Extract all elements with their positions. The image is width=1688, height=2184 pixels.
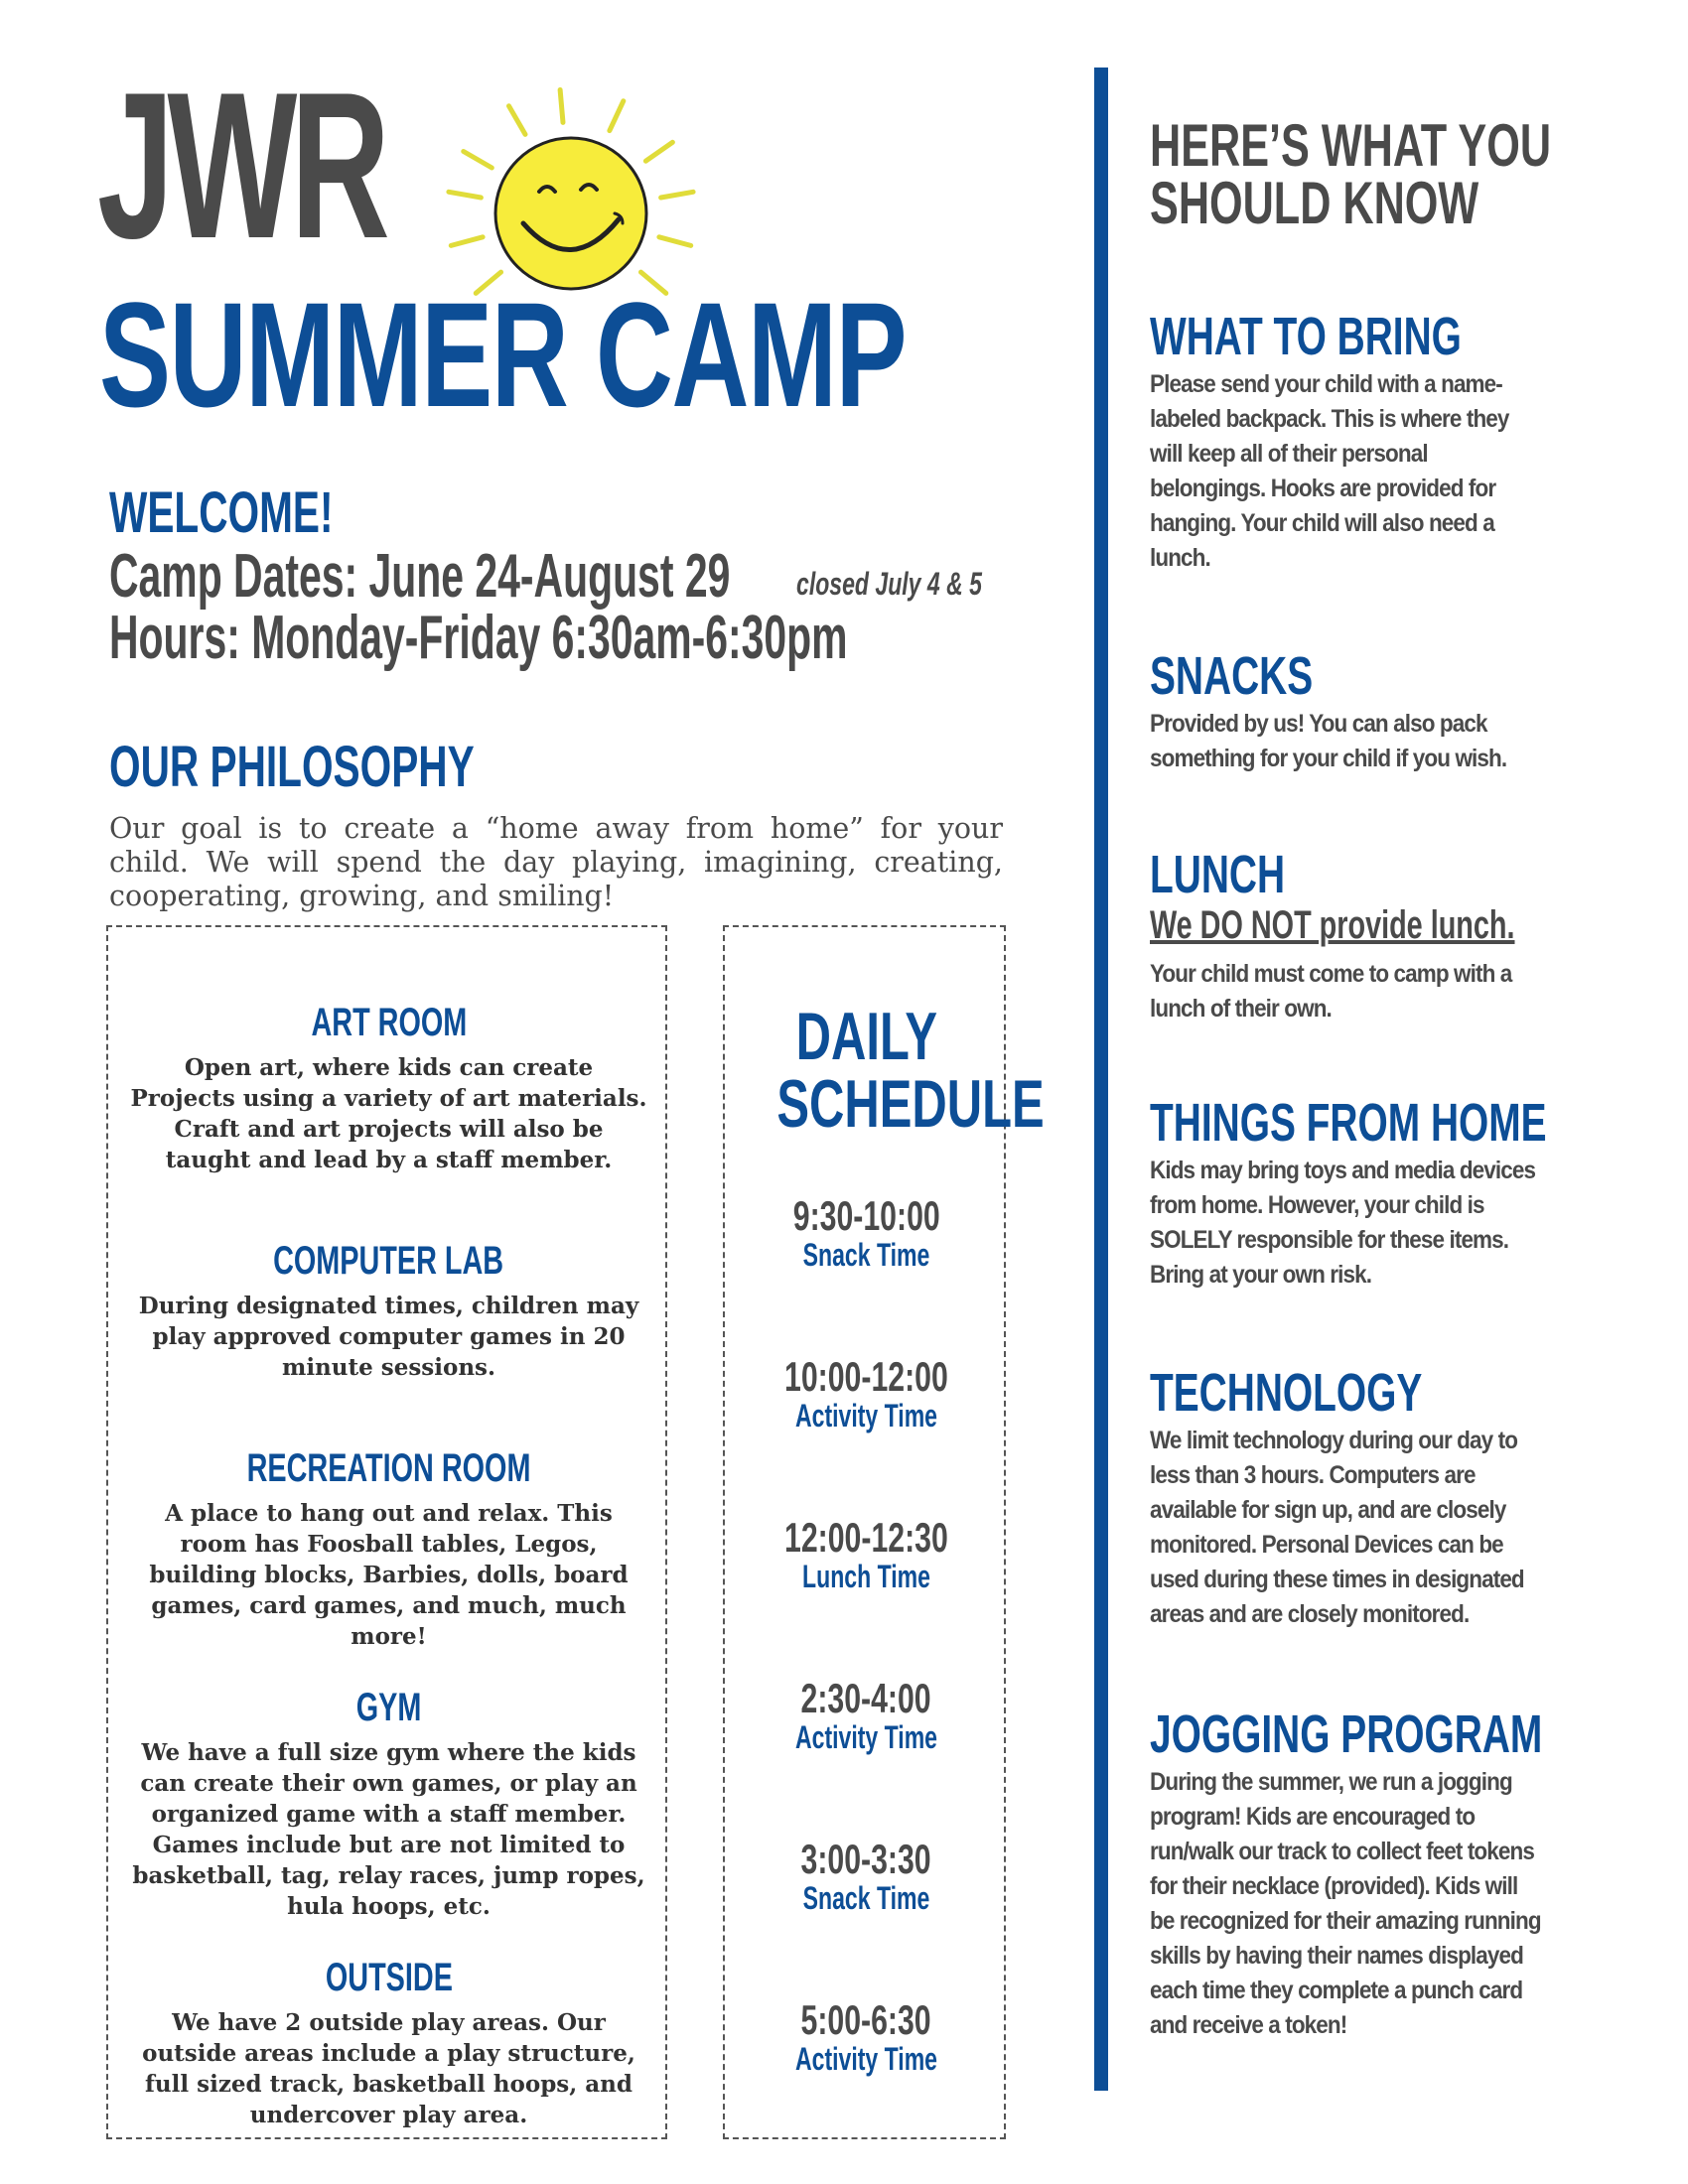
things-from-home-text: Kids may bring toys and media devices from home. However, your child is SOLELY responsible for these items. Bring at your own risk. xyxy=(1150,1157,1536,1289)
rooms-box xyxy=(106,925,667,2139)
slot-label: Lunch Time xyxy=(802,1559,930,1594)
lunch-text: Your child must come to camp with a lunch of their own. xyxy=(1150,960,1512,1023)
what-to-bring-heading: WHAT TO BRING xyxy=(1150,307,1462,366)
technology-heading: TECHNOLOGY xyxy=(1150,1363,1423,1423)
welcome-heading: WELCOME! xyxy=(109,480,334,545)
snacks-text: Provided by us! You can also pack something for your child if you wish. xyxy=(1150,710,1507,772)
room-title: ART ROOM xyxy=(311,1001,467,1044)
slot-time: 2:30-4:00 xyxy=(800,1675,932,1721)
sun-ray xyxy=(451,237,483,246)
know-title-line2: SHOULD KNOW xyxy=(1150,170,1479,236)
room-title: COMPUTER LAB xyxy=(273,1239,504,1283)
slot-label: Snack Time xyxy=(802,1880,930,1916)
schedule-title-line2 xyxy=(725,1066,1045,1142)
slot-time: 3:00-3:30 xyxy=(800,1836,932,1882)
schedule-slot xyxy=(725,1996,1008,2077)
schedule-slot xyxy=(725,1675,1008,1755)
logo-jwr: JWR xyxy=(97,49,384,282)
logo-summer-camp: SUMMER CAMP xyxy=(99,271,907,438)
sun-ray xyxy=(661,192,693,198)
technology-text: We limit technology during our day to less than 3 hours. Computers are available for sign up, and are closely monitored. Personal Devices can be used during these times in designated areas and are closely monitored. xyxy=(1150,1427,1524,1628)
lunch-note: We DO NOT provide lunch. xyxy=(1150,903,1515,947)
things-from-home-heading: THINGS FROM HOME xyxy=(1150,1093,1547,1153)
slot-time: 12:00-12:30 xyxy=(784,1514,948,1561)
know-title xyxy=(1150,112,1552,236)
room-title: RECREATION ROOM xyxy=(246,1446,531,1490)
slot-label: Activity Time xyxy=(795,1398,937,1433)
slot-time: 9:30-10:00 xyxy=(792,1192,940,1239)
slot-label: Activity Time xyxy=(795,2041,937,2077)
sun-ray xyxy=(659,237,691,246)
room-desc: During designated times, children may play approved computer games in 20 minute sessions. xyxy=(138,1293,639,1381)
philosophy-text: Our goal is to create a “home away from home” for your child. We will spend the day playing, imagining, creating, cooperating, growing, and smiling! xyxy=(109,812,1003,912)
camp-hours: Hours: Monday-Friday 6:30am-6:30pm xyxy=(109,604,848,672)
sun-ray xyxy=(645,142,672,161)
room-title: GYM xyxy=(355,1686,422,1729)
room-computer-lab xyxy=(108,1241,669,1383)
schedule-slot xyxy=(725,1353,1008,1433)
sun-ray xyxy=(449,192,481,198)
jogging-text: During the summer, we run a jogging program! Kids are encouraged to run/walk our track to collect feet tokens for their necklace (provided). Kids will be recognized for their amazing running skills by having their names displayed each time they complete a punch card and receive a token! xyxy=(1150,1768,1541,2039)
room-art xyxy=(108,1003,669,1175)
schedule-title-text: SCHEDULE xyxy=(776,1066,1045,1142)
room-outside xyxy=(108,1958,669,2130)
jogging-heading: JOGGING PROGRAM xyxy=(1150,1705,1543,1764)
sun-ray xyxy=(509,106,526,135)
room-desc: A place to hang out and relax. This room has Foosball tables, Legos, building blocks, Barbies, dolls, board games, card games, and much, much more! xyxy=(149,1500,629,1650)
slot-time: 10:00-12:00 xyxy=(784,1353,948,1400)
schedule-title-line1 xyxy=(725,999,1008,1074)
room-recreation xyxy=(108,1448,669,1652)
room-title: OUTSIDE xyxy=(325,1956,453,1999)
slot-label: Snack Time xyxy=(802,1237,930,1273)
know-title-line1: HERE’S WHAT YOU xyxy=(1150,112,1552,179)
sun-ray xyxy=(560,89,563,122)
slot-time: 5:00-6:30 xyxy=(800,1996,932,2043)
schedule-slot xyxy=(725,1514,1008,1594)
schedule-box xyxy=(723,925,1045,2139)
philosophy-heading: OUR PHILOSOPHY xyxy=(109,735,475,799)
closed-note: closed July 4 & 5 xyxy=(796,566,982,602)
slot-label: Activity Time xyxy=(795,1719,937,1755)
sun-ray xyxy=(610,101,624,131)
what-to-bring-text: Please send your child with a name-labeled backpack. This is where they will keep all of their personal belongings. Hooks are provided for hanging. Your child will also need a lunch. xyxy=(1150,370,1509,572)
room-desc: We have 2 outside play areas. Our outside areas include a play structure, full sized track, basketball hoops, and undercover play area. xyxy=(142,2009,635,2128)
room-desc: We have a full size gym where the kids can create their own games, or play an organized game with a staff member. Games include but are not limited to basketball, tag, relay races, jump ropes, hula hoops, etc. xyxy=(132,1739,645,1920)
snacks-heading: SNACKS xyxy=(1150,646,1314,706)
lunch-heading: LUNCH xyxy=(1150,845,1286,904)
schedule-slot xyxy=(725,1192,1008,1273)
camp-dates: Camp Dates: June 24-August 29 xyxy=(109,542,731,611)
column-divider xyxy=(1094,68,1108,2091)
sun-ray xyxy=(464,152,492,169)
room-desc: Open art, where kids can create Projects using a variety of art materials. Craft and art projects will also be taught and lead by a staff member. xyxy=(130,1054,647,1173)
room-gym xyxy=(108,1688,669,1922)
schedule-title-text: DAILY xyxy=(795,999,937,1074)
schedule-slot xyxy=(725,1836,1008,1916)
